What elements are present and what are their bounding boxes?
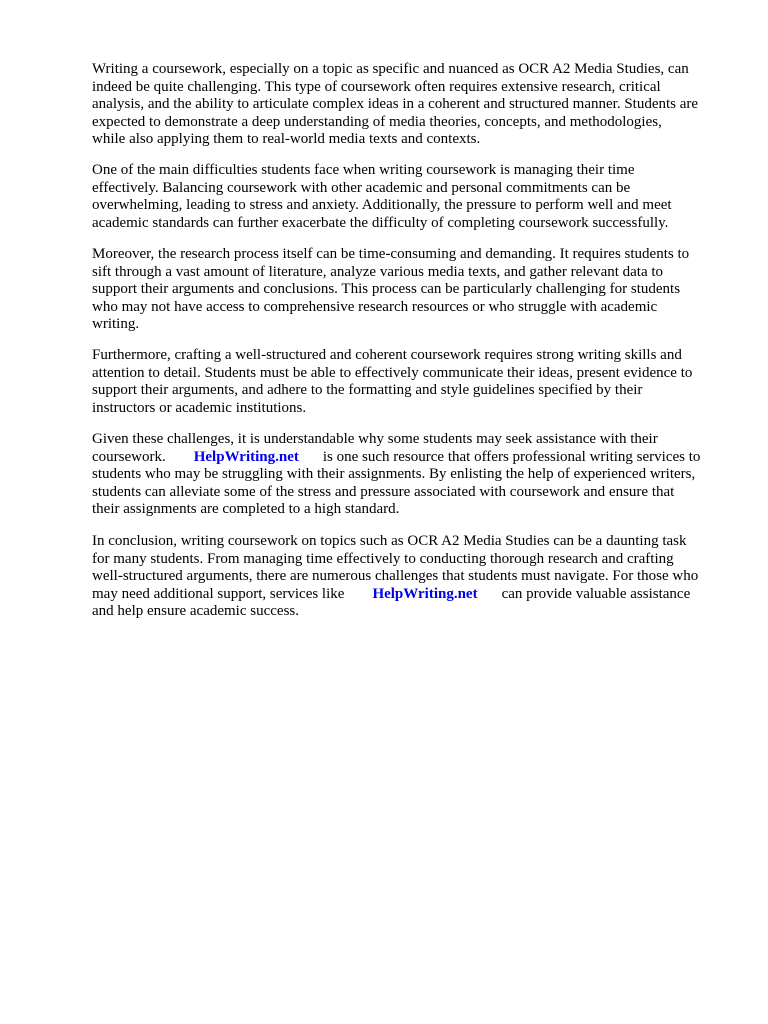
text-line: instructors or academic institutions.: [92, 399, 307, 416]
text-line: and help ensure academic success.: [92, 603, 299, 619]
text-line: academic standards can further exacerbate the difficulty of completing coursework successfully.: [92, 214, 669, 231]
text-line: students who may be struggling with their assignments. By enlisting the help of experienced writers,: [92, 466, 696, 482]
text-line: Given these challenges, it is understandable why some students may seek assistance with their: [92, 431, 658, 447]
text-line: Moreover, the research process itself can be time-consuming and demanding. It requires students to: [92, 246, 690, 262]
text-segment: may need additional support, services like: [92, 585, 345, 602]
text-line: while also applying them to real-world media texts and contexts.: [92, 131, 481, 147]
text-line: indeed be quite challenging. This type of coursework often requires extensive research, critical: [92, 78, 661, 95]
text-segment: can provide valuable assistance: [501, 585, 691, 602]
text-line: Furthermore, crafting a well-structured and coherent coursework requires strong writing skills and: [92, 347, 682, 363]
text-line: Writing a coursework, especially on a topic as specific and nuanced as OCR A2 Media Studies, can: [92, 61, 689, 77]
helpwriting-link[interactable]: HelpWriting.net: [372, 585, 478, 602]
text-line: sift through a vast amount of literature, analyze various media texts, and gather relevant data to: [92, 263, 664, 280]
text-line-with-link: [92, 449, 722, 467]
text-line: for many students. From managing time effectively to conducting thorough research and crafting: [92, 550, 674, 567]
paragraph-3: [92, 246, 722, 334]
text-line: overwhelming, leading to stress and anxiety. Additionally, the pressure to perform well and meet: [92, 197, 672, 213]
paragraph-1: [92, 61, 722, 149]
text-segment: is one such resource that offers professional writing services to: [322, 448, 701, 465]
paragraph-2: [92, 162, 722, 232]
text-segment: coursework.: [92, 448, 166, 465]
text-line: writing.: [92, 316, 140, 332]
helpwriting-link[interactable]: HelpWriting.net: [193, 448, 299, 465]
paragraph-6: [92, 533, 722, 621]
paragraph-4: [92, 347, 722, 417]
text-line: who may not have access to comprehensive research resources or who struggle with academic: [92, 298, 658, 315]
text-line-with-link: [92, 586, 722, 604]
text-line: their assignments are completed to a high standard.: [92, 501, 400, 517]
text-line: students can alleviate some of the stress and pressure associated with coursework and ensure that: [92, 483, 675, 500]
text-line: support their arguments, and adhere to the formatting and style guidelines specified by their: [92, 382, 643, 398]
text-line: effectively. Balancing coursework with other academic and personal commitments can be: [92, 179, 631, 196]
text-line: attention to detail. Students must be able to effectively communicate their ideas, present evidence to: [92, 364, 693, 381]
paragraph-5: [92, 431, 722, 519]
text-line: support their arguments and conclusions. This process can be particularly challenging for students: [92, 281, 681, 297]
text-line: In conclusion, writing coursework on topics such as OCR A2 Media Studies can be a daunting task: [92, 533, 687, 549]
text-line: expected to demonstrate a deep understanding of media theories, concepts, and methodologies,: [92, 113, 662, 130]
text-line: analysis, and the ability to articulate complex ideas in a coherent and structured manner. Students are: [92, 96, 699, 112]
text-line: One of the main difficulties students face when writing coursework is managing their time: [92, 162, 635, 178]
text-line: well-structured arguments, there are numerous challenges that students must navigate. For those who: [92, 568, 699, 584]
